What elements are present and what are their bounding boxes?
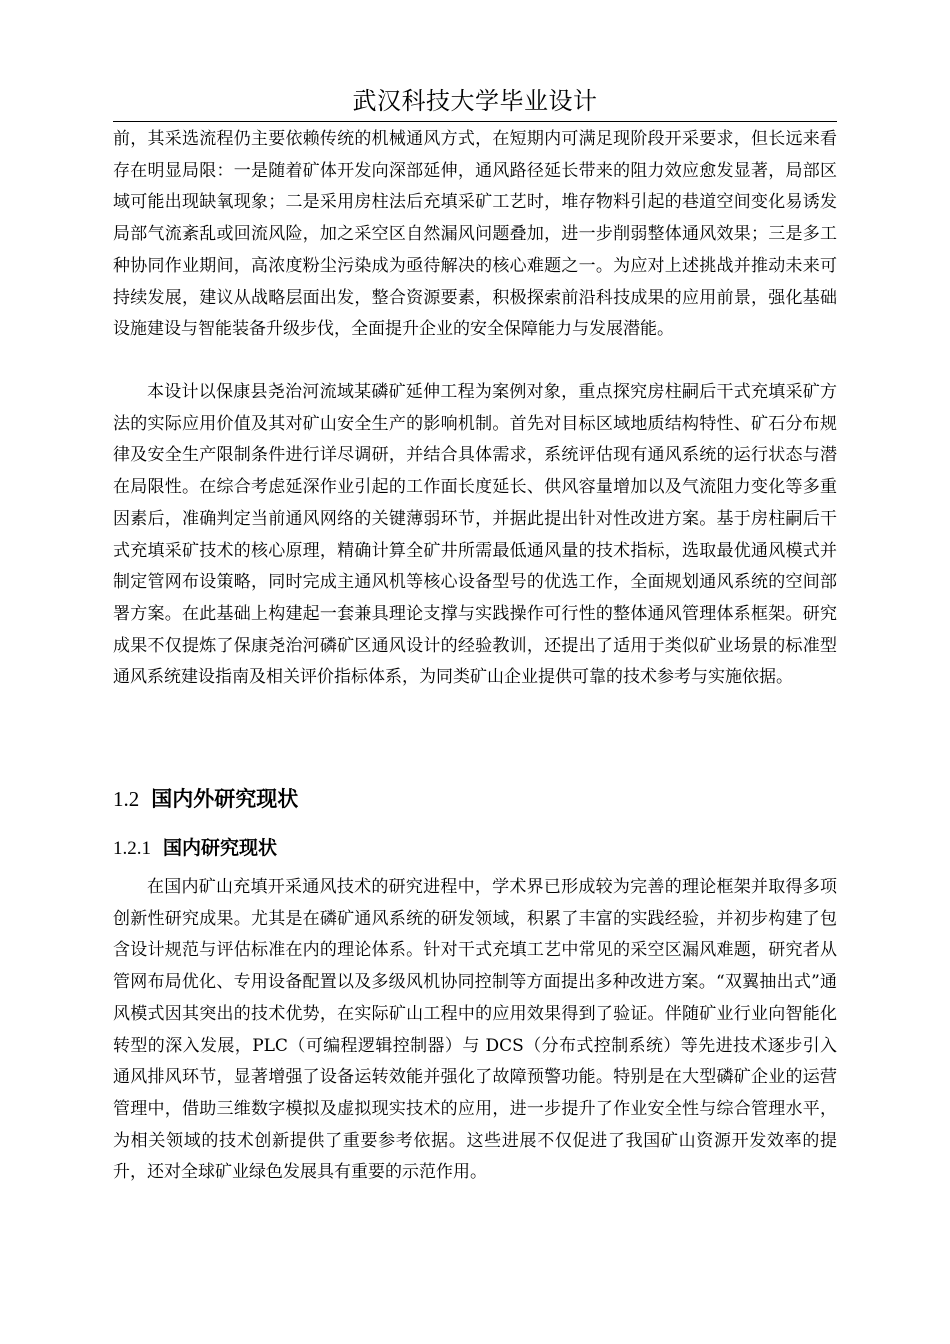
subsection-title: 国内研究现状 <box>163 837 278 859</box>
subsection-heading <box>113 834 837 863</box>
body-paragraph-3-block <box>113 872 837 1189</box>
section-number: 1.2 <box>113 787 140 811</box>
section-title: 国内外研究现状 <box>151 787 299 811</box>
body-paragraph-1-block <box>113 124 837 346</box>
body-paragraph-1: 前，其采选流程仍主要依赖传统的机械通风方式，在短期内可满足现阶段开采要求，但长远来看存在明显局限：一是随着矿体开发向深部延伸，通风路径延长带来的阻力效应愈发显著，局部区域可能出现缺氧现象；二是采用房柱法后充填采矿工艺时，堆存物料引起的巷道空间变化易诱发局部气流紊乱或回流风险，加之采空区自然漏风问题叠加，进一步削弱整体通风效果；三是多工种协同作业期间，高浓度粉尘污染成为亟待解决的核心难题之一。为应对上述挑战并推动未来可持续发展，建议从战略层面出发，整合资源要素，积极探索前沿科技成果的应用前景，强化基础设施建设与智能装备升级步伐，全面提升企业的安全保障能力与发展潜能。 <box>113 129 837 340</box>
subsection-number: 1.2.1 <box>113 838 151 859</box>
body-paragraph-3: 在国内矿山充填开采通风技术的研究进程中，学术界已形成较为完善的理论框架并取得多项创新性研究成果。尤其是在磷矿通风系统的研发领域，积累了丰富的实践经验，并初步构建了包含设计规范与评估标准在内的理论体系。针对干式充填工艺中常见的采空区漏风难题，研究者从管网布局优化、专用设备配置以及多级风机协同控制等方面提出多种改进方案。“双翼抽出式”通风模式因其突出的技术优势，在实际矿山工程中的应用效果得到了验证。伴随矿业行业向智能化转型的深入发展，PLC（可编程逻辑控制器）与 DCS（分布式控制系统）等先进技术逐步引入通风排风环节，显著增强了设备运转效能并强化了故障预警功能。特别是在大型磷矿企业的运营管理中，借助三维数字模拟及虚拟现实技术的应用，进一步提升了作业安全性与综合管理水平，为相关领域的技术创新提供了重要参考依据。这些进展不仅促进了我国矿山资源开发效率的提升，还对全球矿业绿色发展具有重要的示范作用。 <box>113 877 837 1183</box>
body-paragraph-2-block <box>113 377 837 694</box>
header-divider <box>113 121 837 122</box>
body-paragraph-2: 本设计以保康县尧治河流域某磷矿延伸工程为案例对象，重点探究房柱嗣后干式充填采矿方法的实际应用价值及其对矿山安全生产的影响机制。首先对目标区域地质结构特性、矿石分布规律及安全生产限制条件进行详尽调研，并结合具体需求，系统评估现有通风系统的运行状态与潜在局限性。在综合考虑延深作业引起的工作面长度延长、供风容量增加以及气流阻力变化等多重因素后，准确判定当前通风网络的关键薄弱环节，并据此提出针对性改进方案。基于房柱嗣后干式充填采矿技术的核心原理，精确计算全矿井所需最低通风量的技术指标，选取最优通风模式并制定管网布设策略，同时完成主通风机等核心设备型号的优选工作，全面规划通风系统的空间部署方案。在此基础上构建起一套兼具理论支撑与实践操作可行性的整体通风管理体系框架。研究成果不仅提炼了保康尧治河磷矿区通风设计的经验教训，还提出了适用于类似矿业场景的标准型通风系统建设指南及相关评价指标体系，为同类矿山企业提供可靠的技术参考与实施依据。 <box>113 382 837 688</box>
page-header-title: 武汉科技大学毕业设计 <box>352 87 598 115</box>
section-heading <box>113 784 837 814</box>
